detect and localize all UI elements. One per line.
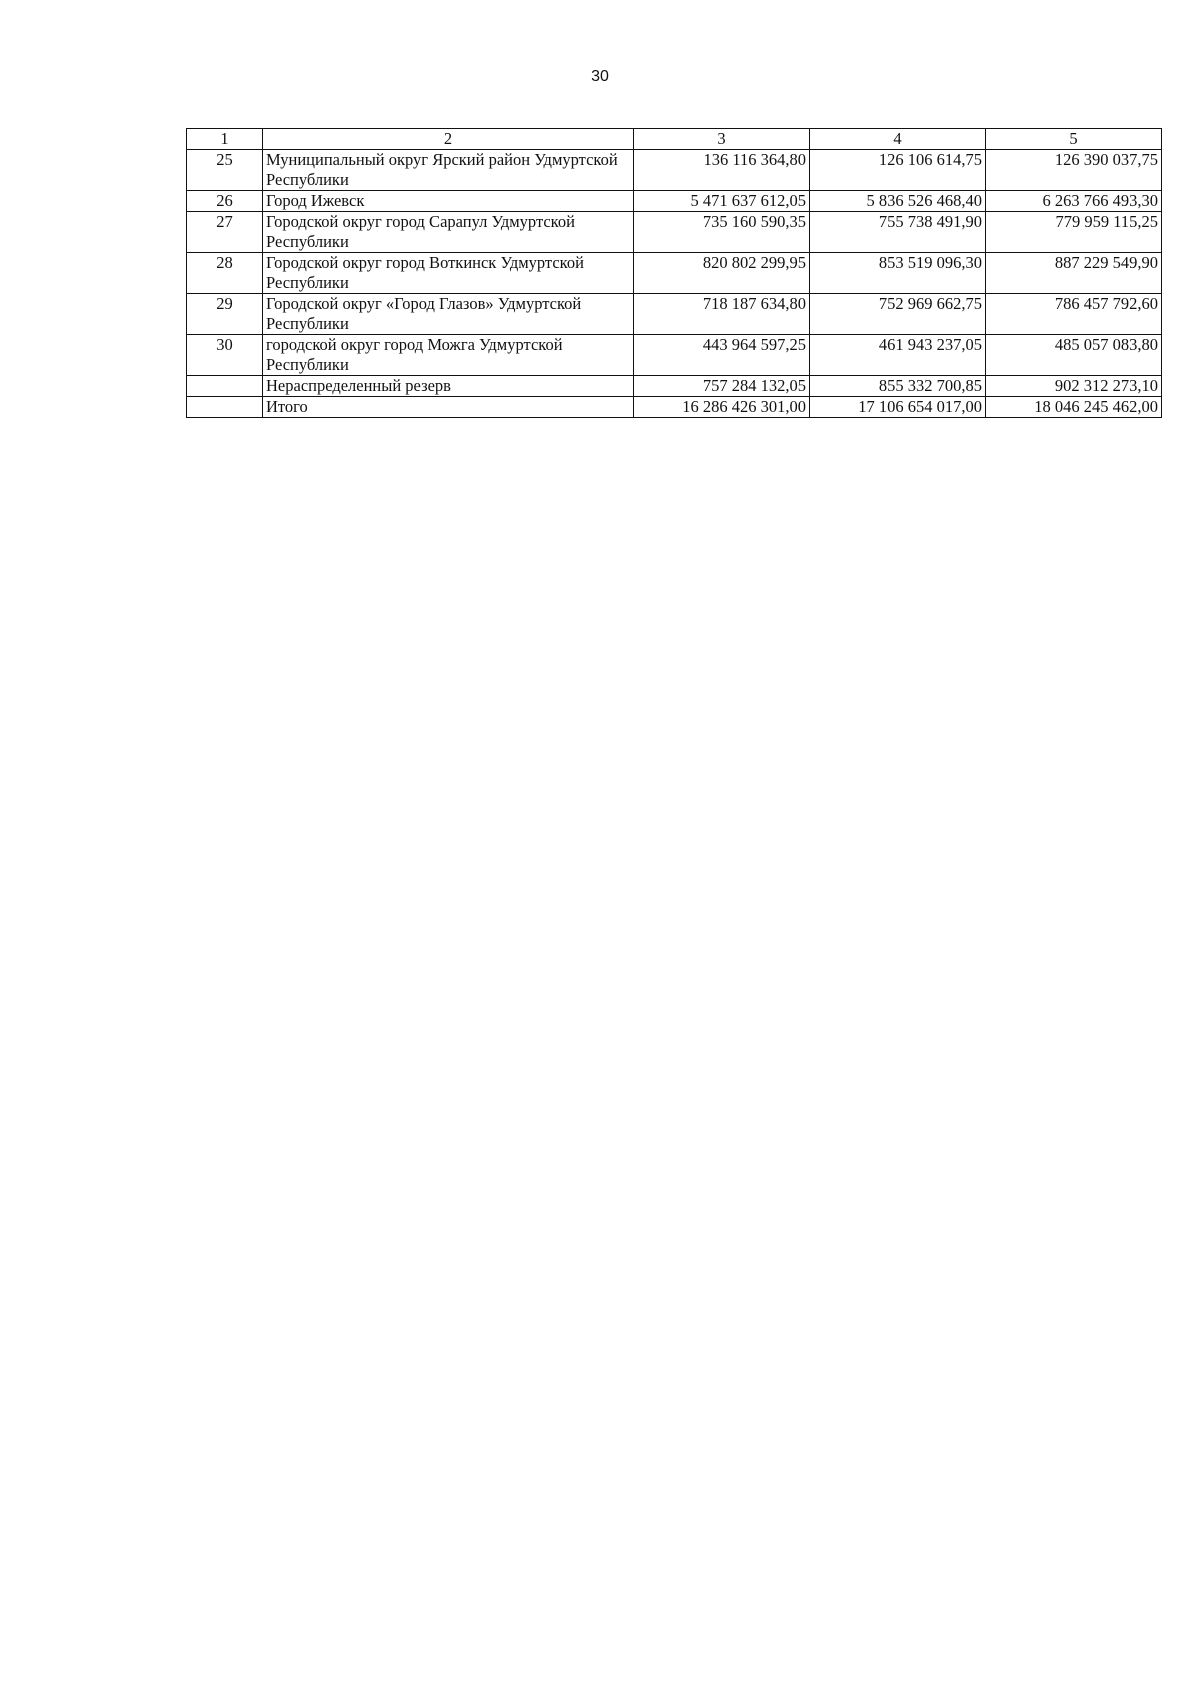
column-header-2: 2 — [263, 129, 634, 150]
amount-col-4: 752 969 662,75 — [810, 294, 986, 335]
column-header-3: 3 — [634, 129, 810, 150]
amount-col-5: 126 390 037,75 — [986, 150, 1162, 191]
page-number: 30 — [591, 68, 609, 85]
total-col-4: 17 106 654 017,00 — [810, 397, 986, 418]
row-number — [187, 376, 263, 397]
row-number — [187, 397, 263, 418]
amount-col-5: 902 312 273,10 — [986, 376, 1162, 397]
table-row — [187, 253, 1162, 294]
column-header-5: 5 — [986, 129, 1162, 150]
reserve-label: Нераспределенный резерв — [263, 376, 634, 397]
municipality-name: Городской округ город Воткинск Удмуртской Республики — [263, 253, 634, 294]
table-row — [187, 294, 1162, 335]
row-number: 25 — [187, 150, 263, 191]
table-header-row — [187, 129, 1162, 150]
table-row-total — [187, 397, 1162, 418]
municipality-name: Городской округ город Сарапул Удмуртской Республики — [263, 212, 634, 253]
table-row — [187, 335, 1162, 376]
table-row — [187, 191, 1162, 212]
column-header-4: 4 — [810, 129, 986, 150]
amount-col-3: 718 187 634,80 — [634, 294, 810, 335]
table-row-reserve — [187, 376, 1162, 397]
row-number: 30 — [187, 335, 263, 376]
row-number: 27 — [187, 212, 263, 253]
amount-col-4: 853 519 096,30 — [810, 253, 986, 294]
amount-col-4: 755 738 491,90 — [810, 212, 986, 253]
municipality-name: Город Ижевск — [263, 191, 634, 212]
amount-col-5: 887 229 549,90 — [986, 253, 1162, 294]
column-header-1: 1 — [187, 129, 263, 150]
amount-col-3: 5 471 637 612,05 — [634, 191, 810, 212]
amount-col-5: 786 457 792,60 — [986, 294, 1162, 335]
table-row — [187, 150, 1162, 191]
table-row — [187, 212, 1162, 253]
total-label: Итого — [263, 397, 634, 418]
row-number: 28 — [187, 253, 263, 294]
amount-col-3: 757 284 132,05 — [634, 376, 810, 397]
amount-col-5: 6 263 766 493,30 — [986, 191, 1162, 212]
amount-col-4: 461 943 237,05 — [810, 335, 986, 376]
row-number: 29 — [187, 294, 263, 335]
amount-col-4: 126 106 614,75 — [810, 150, 986, 191]
amount-col-4: 855 332 700,85 — [810, 376, 986, 397]
amount-col-3: 820 802 299,95 — [634, 253, 810, 294]
row-number: 26 — [187, 191, 263, 212]
amount-col-3: 735 160 590,35 — [634, 212, 810, 253]
total-col-5: 18 046 245 462,00 — [986, 397, 1162, 418]
municipality-name: городской округ город Можга Удмуртской Республики — [263, 335, 634, 376]
municipality-name: Городской округ «Город Глазов» Удмуртской Республики — [263, 294, 634, 335]
total-col-3: 16 286 426 301,00 — [634, 397, 810, 418]
budget-distribution-table — [186, 128, 1162, 418]
amount-col-3: 443 964 597,25 — [634, 335, 810, 376]
amount-col-4: 5 836 526 468,40 — [810, 191, 986, 212]
municipality-name: Муниципальный округ Ярский район Удмуртской Республики — [263, 150, 634, 191]
amount-col-5: 485 057 083,80 — [986, 335, 1162, 376]
amount-col-5: 779 959 115,25 — [986, 212, 1162, 253]
amount-col-3: 136 116 364,80 — [634, 150, 810, 191]
